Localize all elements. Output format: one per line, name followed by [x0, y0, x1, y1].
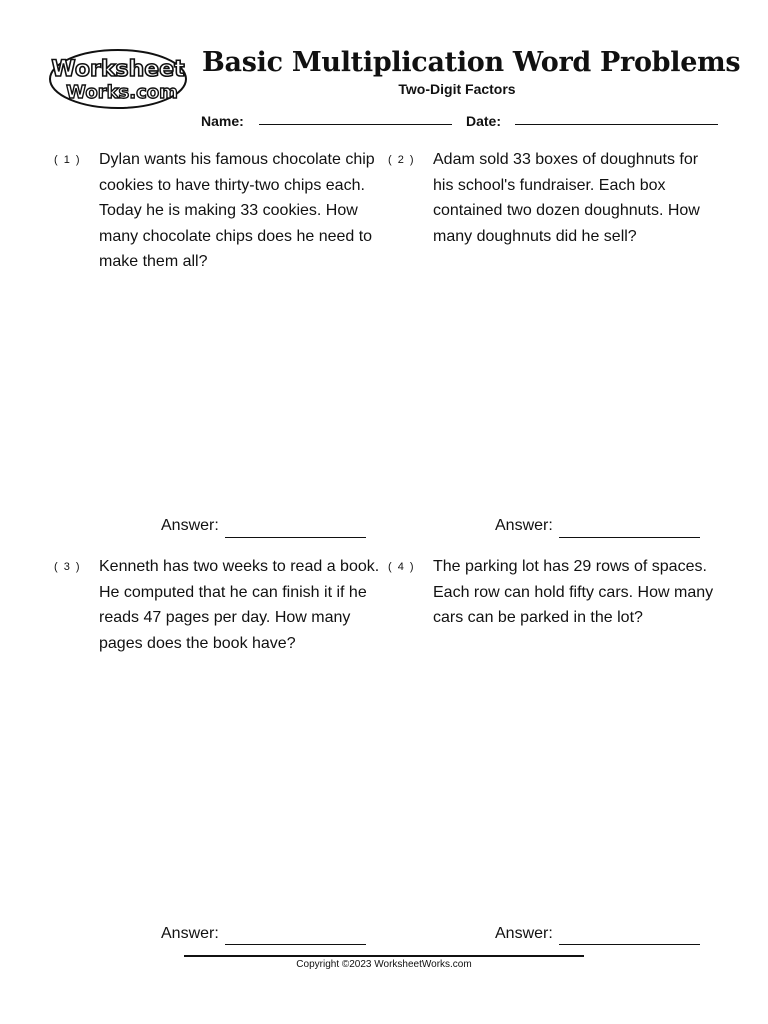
logo-text-top: Worksheet: [51, 57, 185, 82]
answer-line[interactable]: [559, 944, 700, 945]
copyright-text: Copyright ©2023 WorksheetWorks.com: [296, 959, 472, 970]
problem-number: ( 3 ): [54, 561, 82, 573]
answer-line[interactable]: [225, 537, 366, 538]
answer-label: Answer:: [495, 925, 553, 942]
date-line[interactable]: [515, 124, 718, 125]
answer-label: Answer:: [161, 517, 219, 534]
page-title: Basic Multiplication Word Problems: [202, 47, 741, 78]
answer-line[interactable]: [559, 537, 700, 538]
name-line[interactable]: [259, 124, 452, 125]
problem-text: The parking lot has 29 rows of spaces. Each row can hold fifty cars. How many cars can be parked in the lot?: [433, 558, 714, 626]
problem-text: Adam sold 33 boxes of doughnuts for his school's fundraiser. Each box contained two dozen doughnuts. How many doughnuts did he sell?: [433, 151, 700, 245]
problem-text: Dylan wants his famous chocolate chip cookies to have thirty-two chips each. Today he is making 33 cookies. How many chocolate chips does he need to make them all?: [99, 151, 375, 270]
worksheetworks-logo: [48, 48, 188, 110]
answer-label: Answer:: [495, 517, 553, 534]
logo-text-bottom: Works.com: [66, 82, 178, 103]
name-label: Name:: [201, 113, 244, 129]
problem-number: ( 2 ): [388, 154, 416, 166]
problem-text: Kenneth has two weeks to read a book. He computed that he can finish it if he reads 47 pages per day. How many pages does the book have?: [99, 558, 380, 652]
page-subtitle: Two-Digit Factors: [398, 81, 516, 97]
problem-number: ( 4 ): [388, 561, 416, 573]
answer-label: Answer:: [161, 925, 219, 942]
answer-line[interactable]: [225, 944, 366, 945]
footer-rule: [184, 955, 584, 957]
problem-number: ( 1 ): [54, 154, 82, 166]
date-label: Date:: [466, 113, 502, 129]
